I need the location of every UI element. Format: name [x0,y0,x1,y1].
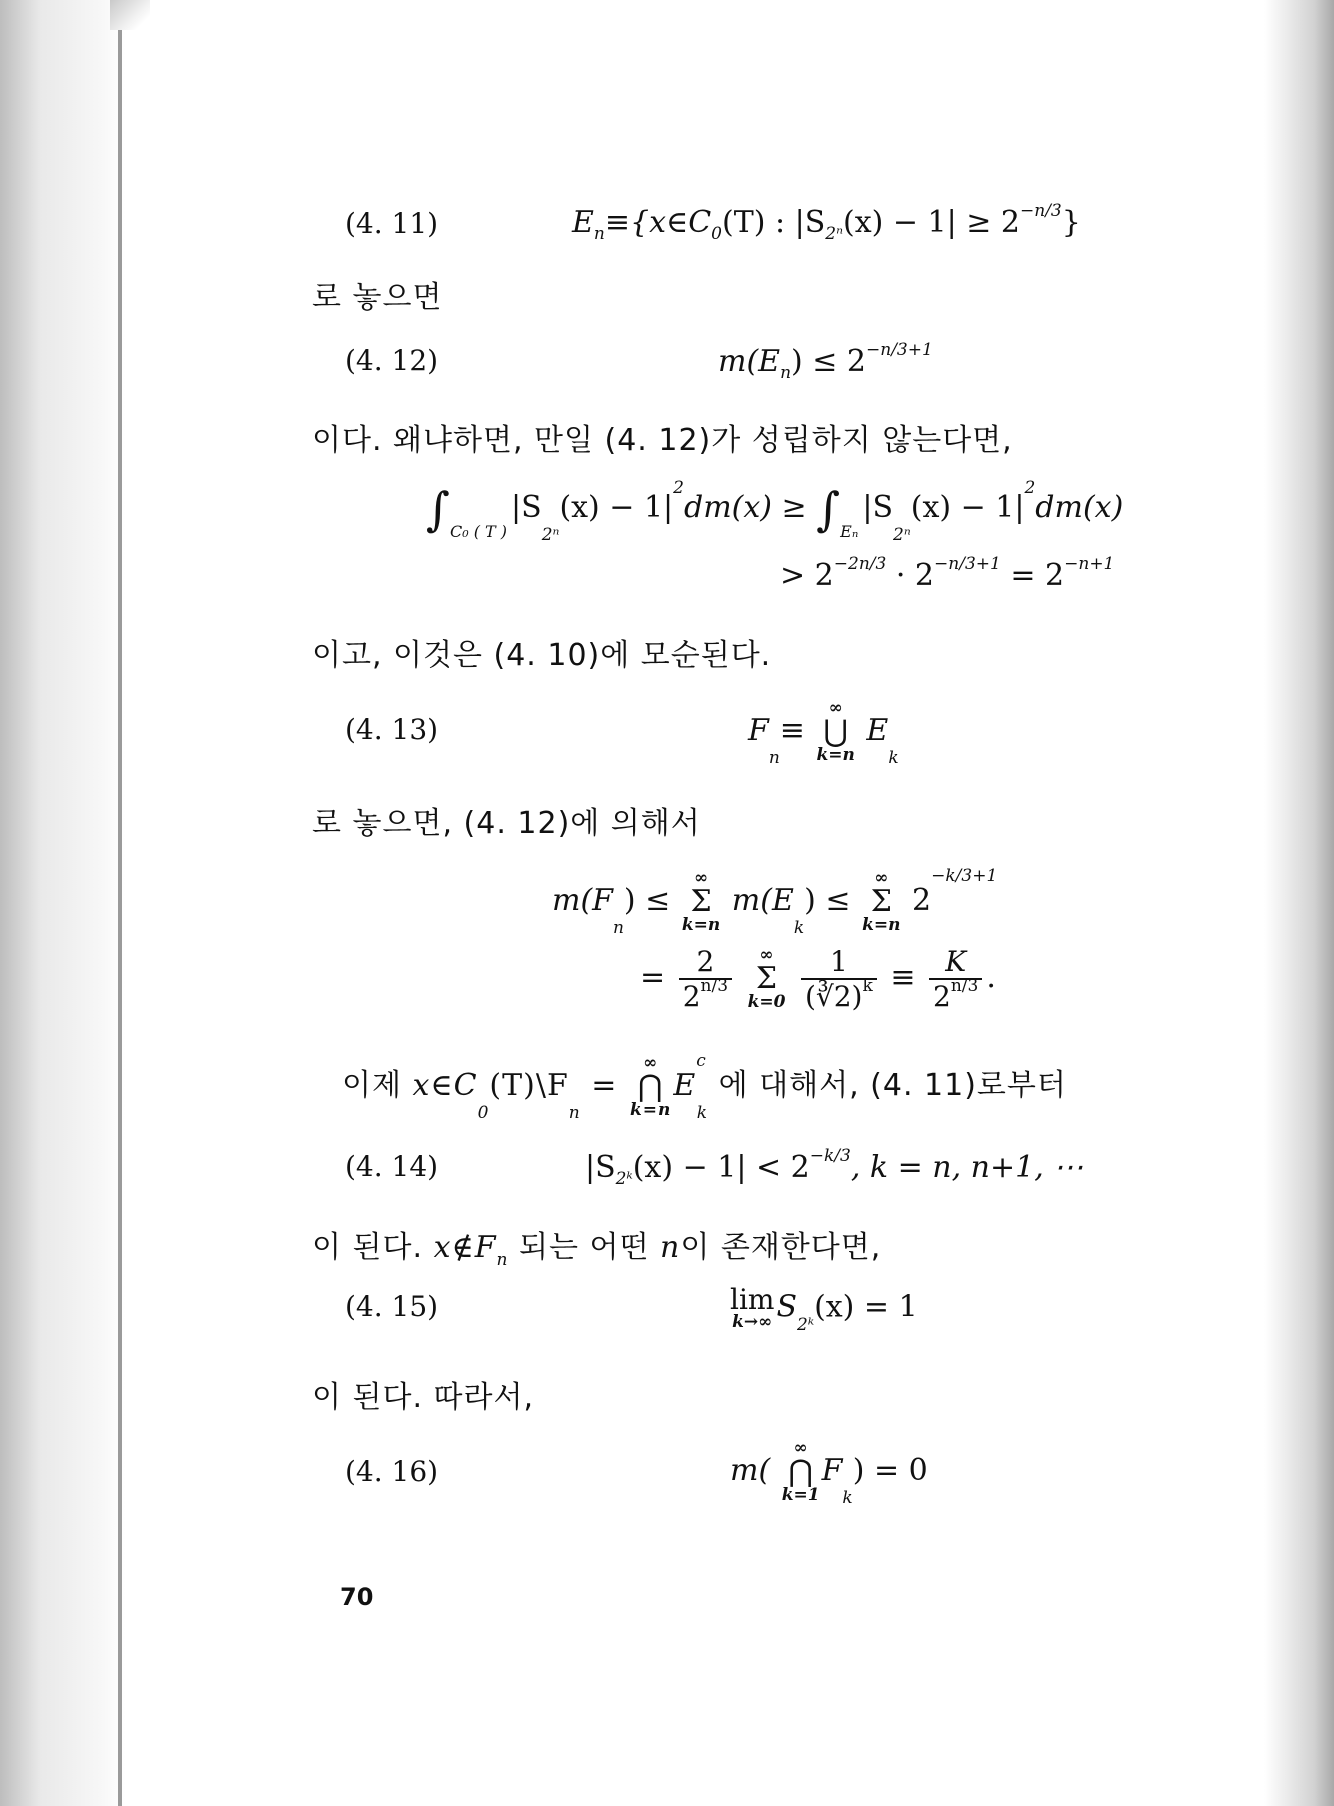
paragraph-text: 이다. 왜냐하면, 만일 (4. 12)가 성립하지 않는다면, [312,423,1013,458]
equation-4-12: $m(E_n) \le 2^{-n/3+1}$ [718,340,933,383]
paragraph-text: 이 된다. $x\notin F_n$ 되는 어떤 n이 존재한다면, [312,1230,882,1270]
page-fold-corner [110,0,150,30]
scan-edge-left [0,0,126,1806]
paragraph-text: 이고, 이것은 (4. 10)에 모순된다. [312,638,772,673]
measure-inequality-continued: = $\frac{2}{2^{n/3}}$ ∞ Σ k=0 $\frac{1}{(∛2)^k}$ ≡ $\frac{K}{2^{n/3}}$ . [640,945,996,1013]
page-number: 70 [340,1583,374,1611]
integral-inequality: ∫C₀ ( T )$|S_{2^n}(x) - 1|^2dm(x) \ge \int E_n|S_{2^n}(x) - 1|^2dm(x)$ [426,478,1124,545]
paragraph-text: 이제 $x\in C_0(T)\backslash F_n$ = ∞ ⋂ k=n $E^c_k$ 에 대해서, (4. 11)로부터 [342,1051,1067,1123]
equation-4-14: $|S_{2ᵏ}(x) - 1| < 2^{-k/3}$, k = n, n+1, ⋯ [585,1146,1084,1189]
measure-inequality: $m(F_n)$ ≤ ∞ Σ k=n $m(E_k)$ ≤ ∞ Σ k=n $2^{-k/3+1}$ [552,866,998,938]
equation-number-4-14: (4. 14) [345,1150,439,1183]
equation-4-11: $E_n\equiv\{x\in C_0(T)$ : $|S_{2^n}(x) - 1| \ge 2^{-n/3}$} [572,201,1081,244]
equation-4-16: m( ∞ ⋂ k=1 $F_k) = 0$ [730,1438,928,1508]
equation-number-4-13: (4. 13) [345,713,439,746]
paragraph-text: 로 놓으면, (4. 12)에 의해서 [312,806,701,841]
integral-sign: ∫ [816,482,841,536]
integral-sign: ∫ [426,482,450,536]
scan-edge-right [1264,0,1334,1806]
page-spine [118,0,122,1806]
paragraph-text: 이 된다. 따라서, [312,1380,535,1415]
paragraph-text: 로 놓으면 [312,280,443,315]
equation-number-4-12: (4. 12) [345,344,439,377]
equation-number-4-16: (4. 16) [345,1455,439,1488]
equation-4-13: $F_n\equiv$ ∞ ⋃ k=n $E_k$ [748,698,899,768]
equation-number-4-11: (4. 11) [345,207,439,240]
equation-number-4-15: (4. 15) [345,1290,439,1323]
equation-4-15: lim k→∞ $S_{2ᵏ}(x) = 1$ [730,1283,918,1335]
integral-inequality-continued: > $2^{-2n/3} \cdot 2^{-n/3+1} = 2^{-n+1}$ [780,554,1115,593]
